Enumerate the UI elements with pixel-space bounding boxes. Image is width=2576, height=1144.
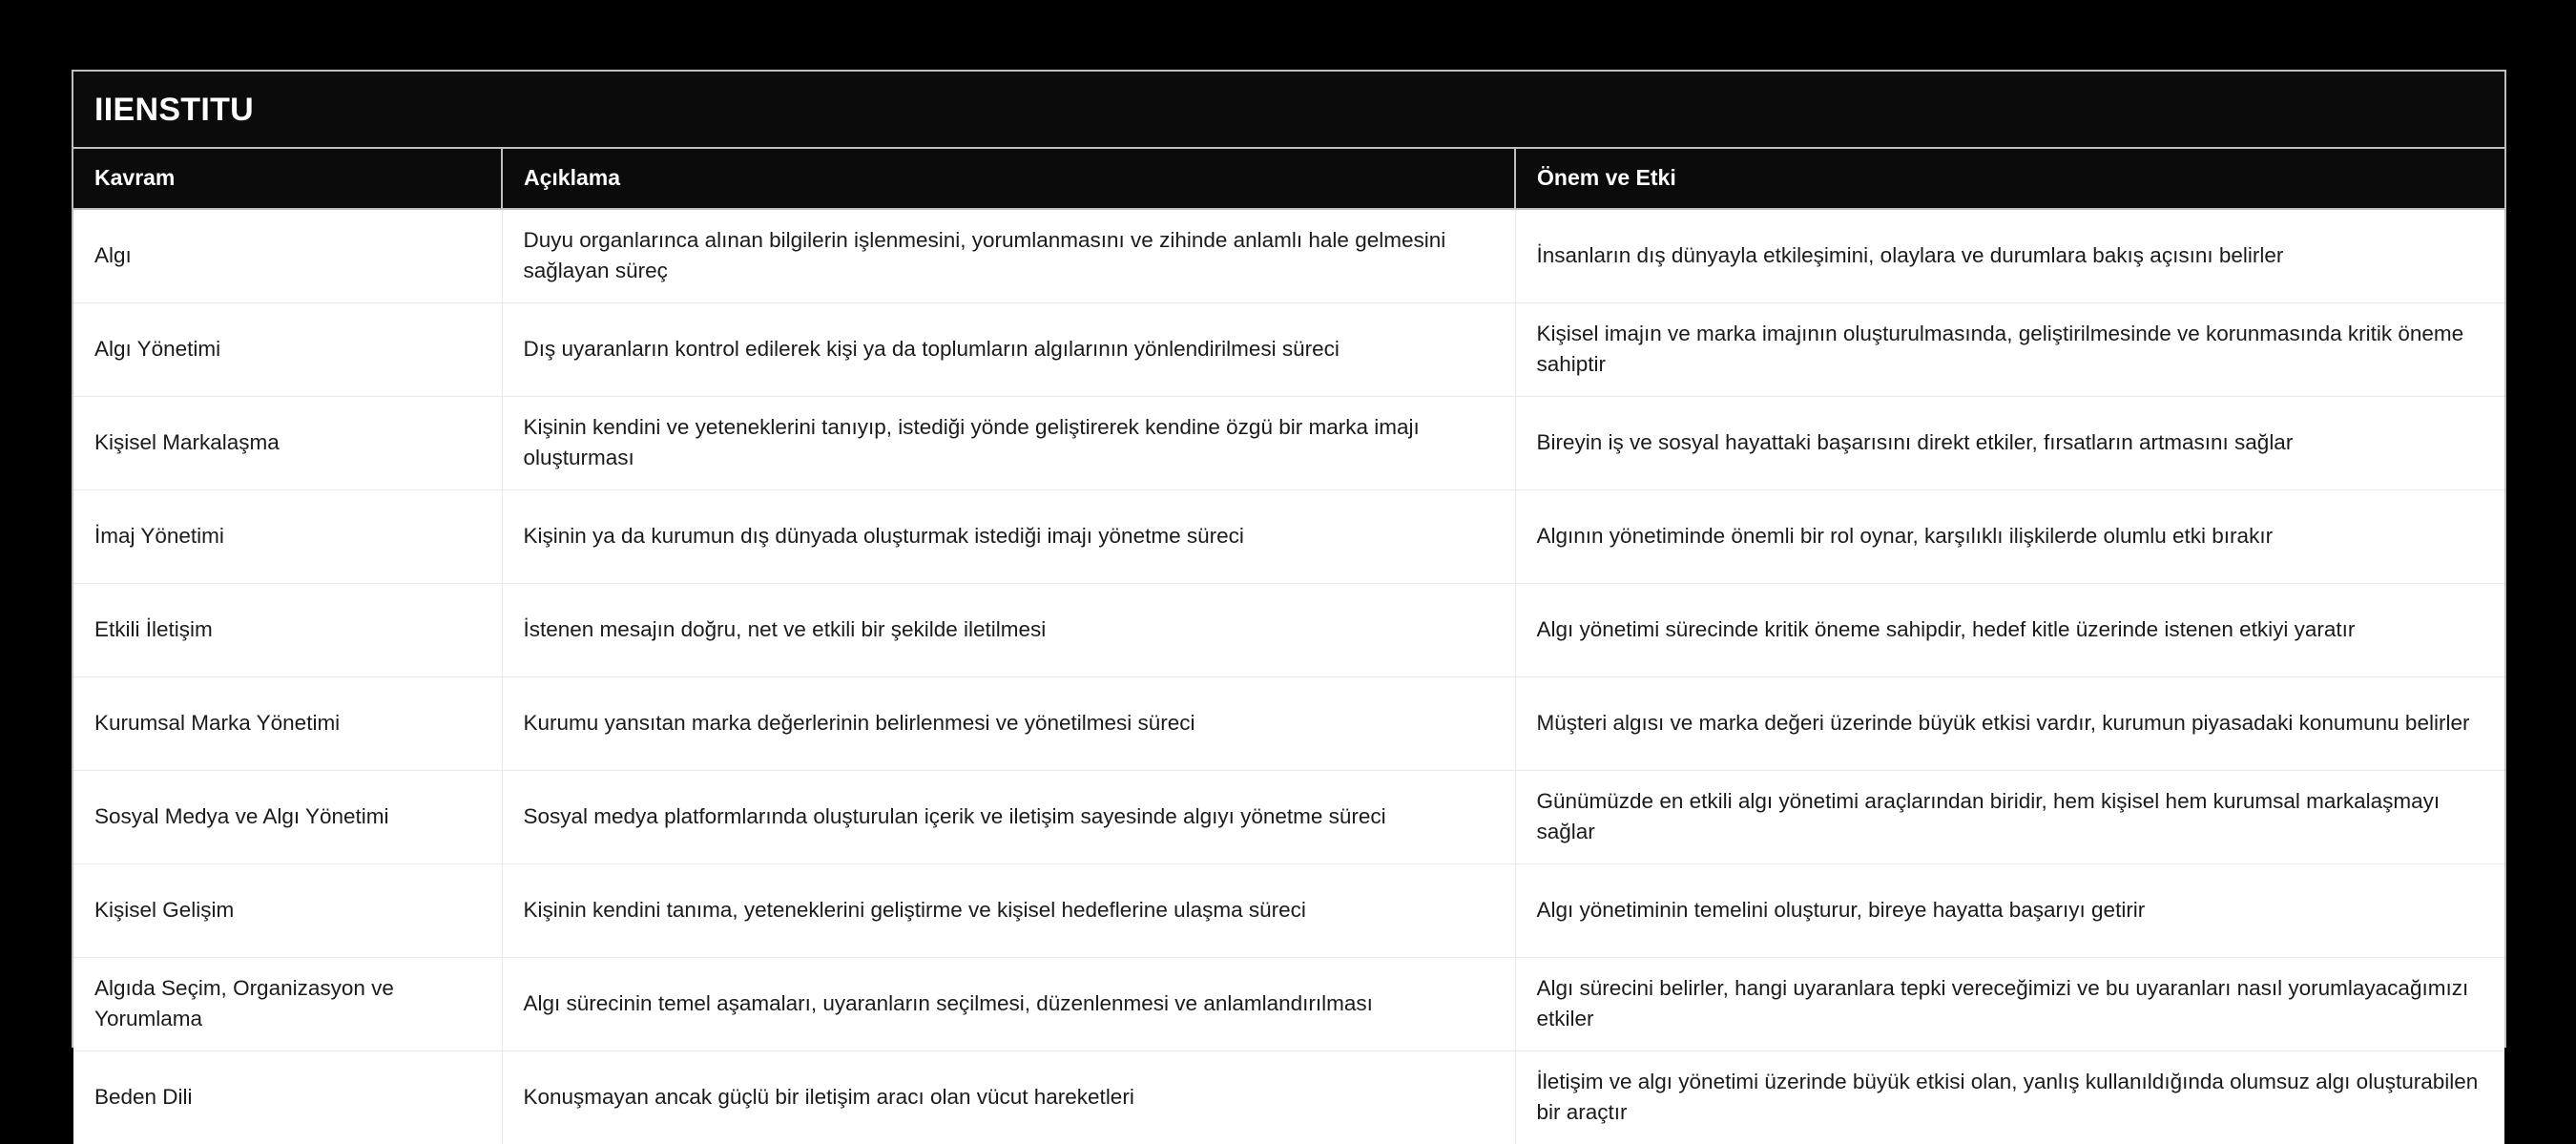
cell-kavram: Algıda Seçim, Organizasyon ve Yorumlama [73,957,502,1050]
cell-onem-ve-etki: Algı sürecini belirler, hangi uyaranlara tepki vereceğimizi ve bu uyaranları nasıl yorumlayacağımızı etkiler [1515,957,2504,1050]
brand-title-bar [73,72,2504,149]
cell-aciklama: Kişinin kendini ve yeteneklerini tanıyıp, istediği yönde geliştirerek kendine özgü bir marka imajı oluşturması [502,396,1515,489]
table-row [73,396,2504,489]
column-header-aciklama: Açıklama [502,149,1515,209]
cell-aciklama: Kişinin kendini tanıma, yeteneklerini geliştirme ve kişisel hedeflerine ulaşma süreci [502,863,1515,957]
table-row [73,583,2504,676]
table-row [73,863,2504,957]
cell-onem-ve-etki: Müşteri algısı ve marka değeri üzerinde büyük etkisi vardır, kurumun piyasadaki konumunu belirler [1515,676,2504,770]
table-row [73,209,2504,302]
cell-onem-ve-etki: Algının yönetiminde önemli bir rol oynar, karşılıklı ilişkilerde olumlu etki bırakır [1515,489,2504,583]
cell-kavram: Sosyal Medya ve Algı Yönetimi [73,770,502,863]
table-row [73,770,2504,863]
cell-onem-ve-etki: Kişisel imajın ve marka imajının oluşturulmasında, geliştirilmesinde ve korunmasında kritik öneme sahiptir [1515,302,2504,396]
table-body [73,209,2504,1144]
cell-kavram: Beden Dili [73,1050,502,1144]
cell-aciklama: Duyu organlarınca alınan bilgilerin işlenmesini, yorumlanmasını ve zihinde anlamlı hale gelmesini sağlayan süreç [502,209,1515,302]
cell-onem-ve-etki: Algı yönetimi sürecinde kritik öneme sahipdir, hedef kitle üzerinde istenen etkiyi yaratır [1515,583,2504,676]
cell-aciklama: Konuşmayan ancak güçlü bir iletişim aracı olan vücut hareketleri [502,1050,1515,1144]
column-header-kavram: Kavram [73,149,502,209]
cell-kavram: Kişisel Gelişim [73,863,502,957]
cell-kavram: Kurumsal Marka Yönetimi [73,676,502,770]
cell-aciklama: Kişinin ya da kurumun dış dünyada oluşturmak istediği imajı yönetme süreci [502,489,1515,583]
table-header [73,149,2504,209]
cell-onem-ve-etki: Günümüzde en etkili algı yönetimi araçlarından biridir, hem kişisel hem kurumsal markalaşmayı sağlar [1515,770,2504,863]
concepts-table [73,149,2504,1144]
cell-kavram: Algı [73,209,502,302]
cell-aciklama: Algı sürecinin temel aşamaları, uyaranların seçilmesi, düzenlenmesi ve anlamlandırılması [502,957,1515,1050]
column-header-onem-ve-etki: Önem ve Etki [1515,149,2504,209]
table-header-row [73,149,2504,209]
cell-kavram: Etkili İletişim [73,583,502,676]
cell-onem-ve-etki: Algı yönetiminin temelini oluşturur, bireye hayatta başarıyı getirir [1515,863,2504,957]
concept-table-card [72,70,2506,1125]
cell-aciklama: İstenen mesajın doğru, net ve etkili bir şekilde iletilmesi [502,583,1515,676]
cell-kavram: Kişisel Markalaşma [73,396,502,489]
cell-onem-ve-etki: Bireyin iş ve sosyal hayattaki başarısını direkt etkiler, fırsatların artmasını sağlar [1515,396,2504,489]
brand-logo-text: IIENSTITU [94,91,255,128]
table-row [73,676,2504,770]
cell-kavram: İmaj Yönetimi [73,489,502,583]
table-row [73,302,2504,396]
table-row [73,1050,2504,1144]
cell-aciklama: Sosyal medya platformlarında oluşturulan içerik ve iletişim sayesinde algıyı yönetme süreci [502,770,1515,863]
cell-onem-ve-etki: İnsanların dış dünyayla etkileşimini, olaylara ve durumlara bakış açısını belirler [1515,209,2504,302]
cell-onem-ve-etki: İletişim ve algı yönetimi üzerinde büyük etkisi olan, yanlış kullanıldığında olumsuz algı oluşturabilen bir araçtır [1515,1050,2504,1144]
table-row [73,957,2504,1050]
table-row [73,489,2504,583]
cell-kavram: Algı Yönetimi [73,302,502,396]
cell-aciklama: Kurumu yansıtan marka değerlerinin belirlenmesi ve yönetilmesi süreci [502,676,1515,770]
cell-aciklama: Dış uyaranların kontrol edilerek kişi ya da toplumların algılarının yönlendirilmesi süreci [502,302,1515,396]
